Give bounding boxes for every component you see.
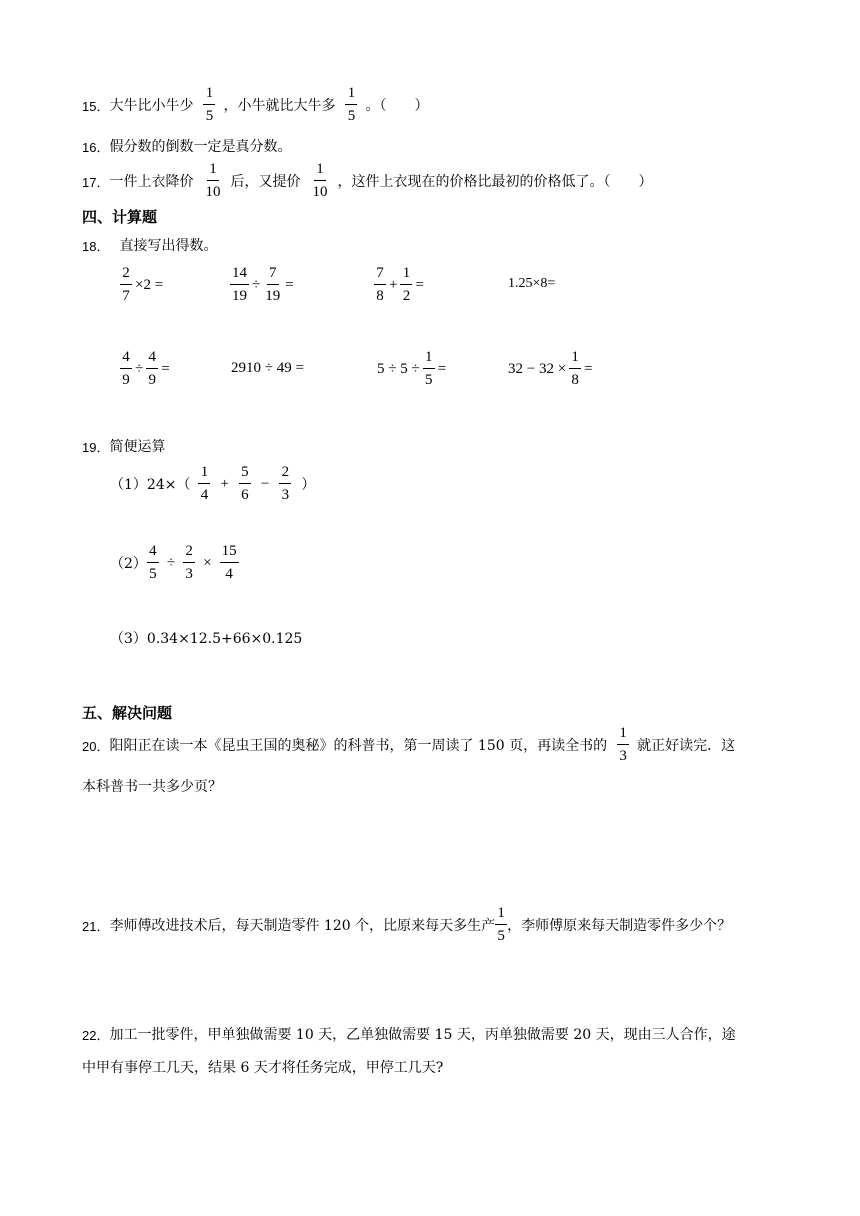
- calc-item: $\frac{4}{9}$ ÷ $\frac{4}{9}$ =: [120, 350, 173, 388]
- question-text: ，这件上衣现在的价格比最初的价格低了。（ ）: [337, 174, 653, 190]
- question-text: ，小牛就比大牛多: [223, 98, 336, 114]
- question-20: [82, 726, 735, 764]
- question-number: 21．: [82, 918, 110, 934]
- question-text: 直接写出得数。: [119, 238, 218, 254]
- question-text: 本科普书一共多少页？: [82, 779, 222, 795]
- fraction: $\frac{1}{10}$: [205, 161, 221, 200]
- section-heading: 四、计算题: [82, 208, 158, 226]
- question-text: 假分数的倒数一定是真分数。: [109, 139, 292, 155]
- fraction: $\frac{1}{5}$: [495, 906, 507, 944]
- question-number: 16．: [82, 139, 110, 155]
- question-15: [82, 86, 428, 124]
- simplify-item-2: （2） $\frac{4}{5}$ ÷ $\frac{2}{3}$ × $\frac{15}{4}$: [110, 543, 237, 582]
- question-19: [82, 436, 165, 456]
- fraction: $\frac{1}{5}$: [203, 86, 215, 124]
- fraction: $\frac{1}{10}$: [312, 161, 328, 200]
- section-heading: 五、解决问题: [82, 704, 173, 722]
- calc-item: 5 ÷ 5 ÷ $\frac{1}{5}$ =: [377, 349, 447, 388]
- fraction: $\frac{1}{5}$: [345, 86, 357, 124]
- question-number: 18．: [82, 238, 110, 254]
- calc-item: 2910 ÷ 49 =: [231, 360, 304, 376]
- question-number: 15．: [82, 98, 110, 114]
- question-number: 17．: [82, 174, 110, 190]
- question-text: 加工一批零件，甲单独做需要 10 天，乙单独做需要 15 天，丙单独做需要 20 天，现由三人合作，途: [109, 1027, 736, 1043]
- question-21: [82, 906, 731, 944]
- question-text: 就正好读完．这: [637, 738, 736, 754]
- question-text: 中甲有事停工几天，结果 6 天才将任务完成，甲停工几天?: [82, 1060, 444, 1076]
- calc-item: 32 − 32 × $\frac{1}{8}$ =: [508, 349, 593, 388]
- question-16: [82, 136, 291, 156]
- answer-blank: 。（ ）: [365, 98, 429, 114]
- calc-item: 1.25×8=: [508, 276, 556, 291]
- question-text: 一件上衣降价: [109, 174, 194, 190]
- question-text: ，李师傅原来每天制造零件多少个？: [507, 918, 732, 934]
- question-text: 阳阳正在读一本《昆虫王国的奥秘》的科普书，第一周读了 150 页，再读全书的: [109, 738, 608, 754]
- calc-item: $\frac{7}{8}$ + $\frac{1}{2}$ =: [374, 266, 427, 304]
- question-text: 后，又提价: [230, 174, 301, 190]
- calc-item: $\frac{2}{7}$ ×2 =: [120, 266, 166, 304]
- question-17: [82, 162, 652, 200]
- simplify-item-3: （3）0.34×12.5+66×0.125: [110, 631, 303, 647]
- question-number: 22．: [82, 1027, 110, 1043]
- question-number: 19．: [82, 439, 110, 455]
- simplify-item-1: （1）24×（ $\frac{1}{4}$ + $\frac{5}{6}$ − $\frac{2}{3}$ ）: [110, 464, 316, 503]
- question-number: 20．: [82, 738, 110, 754]
- question-18: [82, 235, 217, 255]
- question-text: 简便运算: [109, 439, 166, 455]
- question-22: [82, 1024, 736, 1044]
- fraction: $\frac{1}{3}$: [617, 726, 629, 764]
- question-text: 大牛比小牛少: [109, 98, 194, 114]
- question-text: 李师傅改进技术后，每天制造零件 120 个，比原来每天多生产: [109, 918, 496, 934]
- calc-item: $\frac{14}{19}$ ÷ $\frac{7}{19}$ =: [232, 265, 294, 304]
